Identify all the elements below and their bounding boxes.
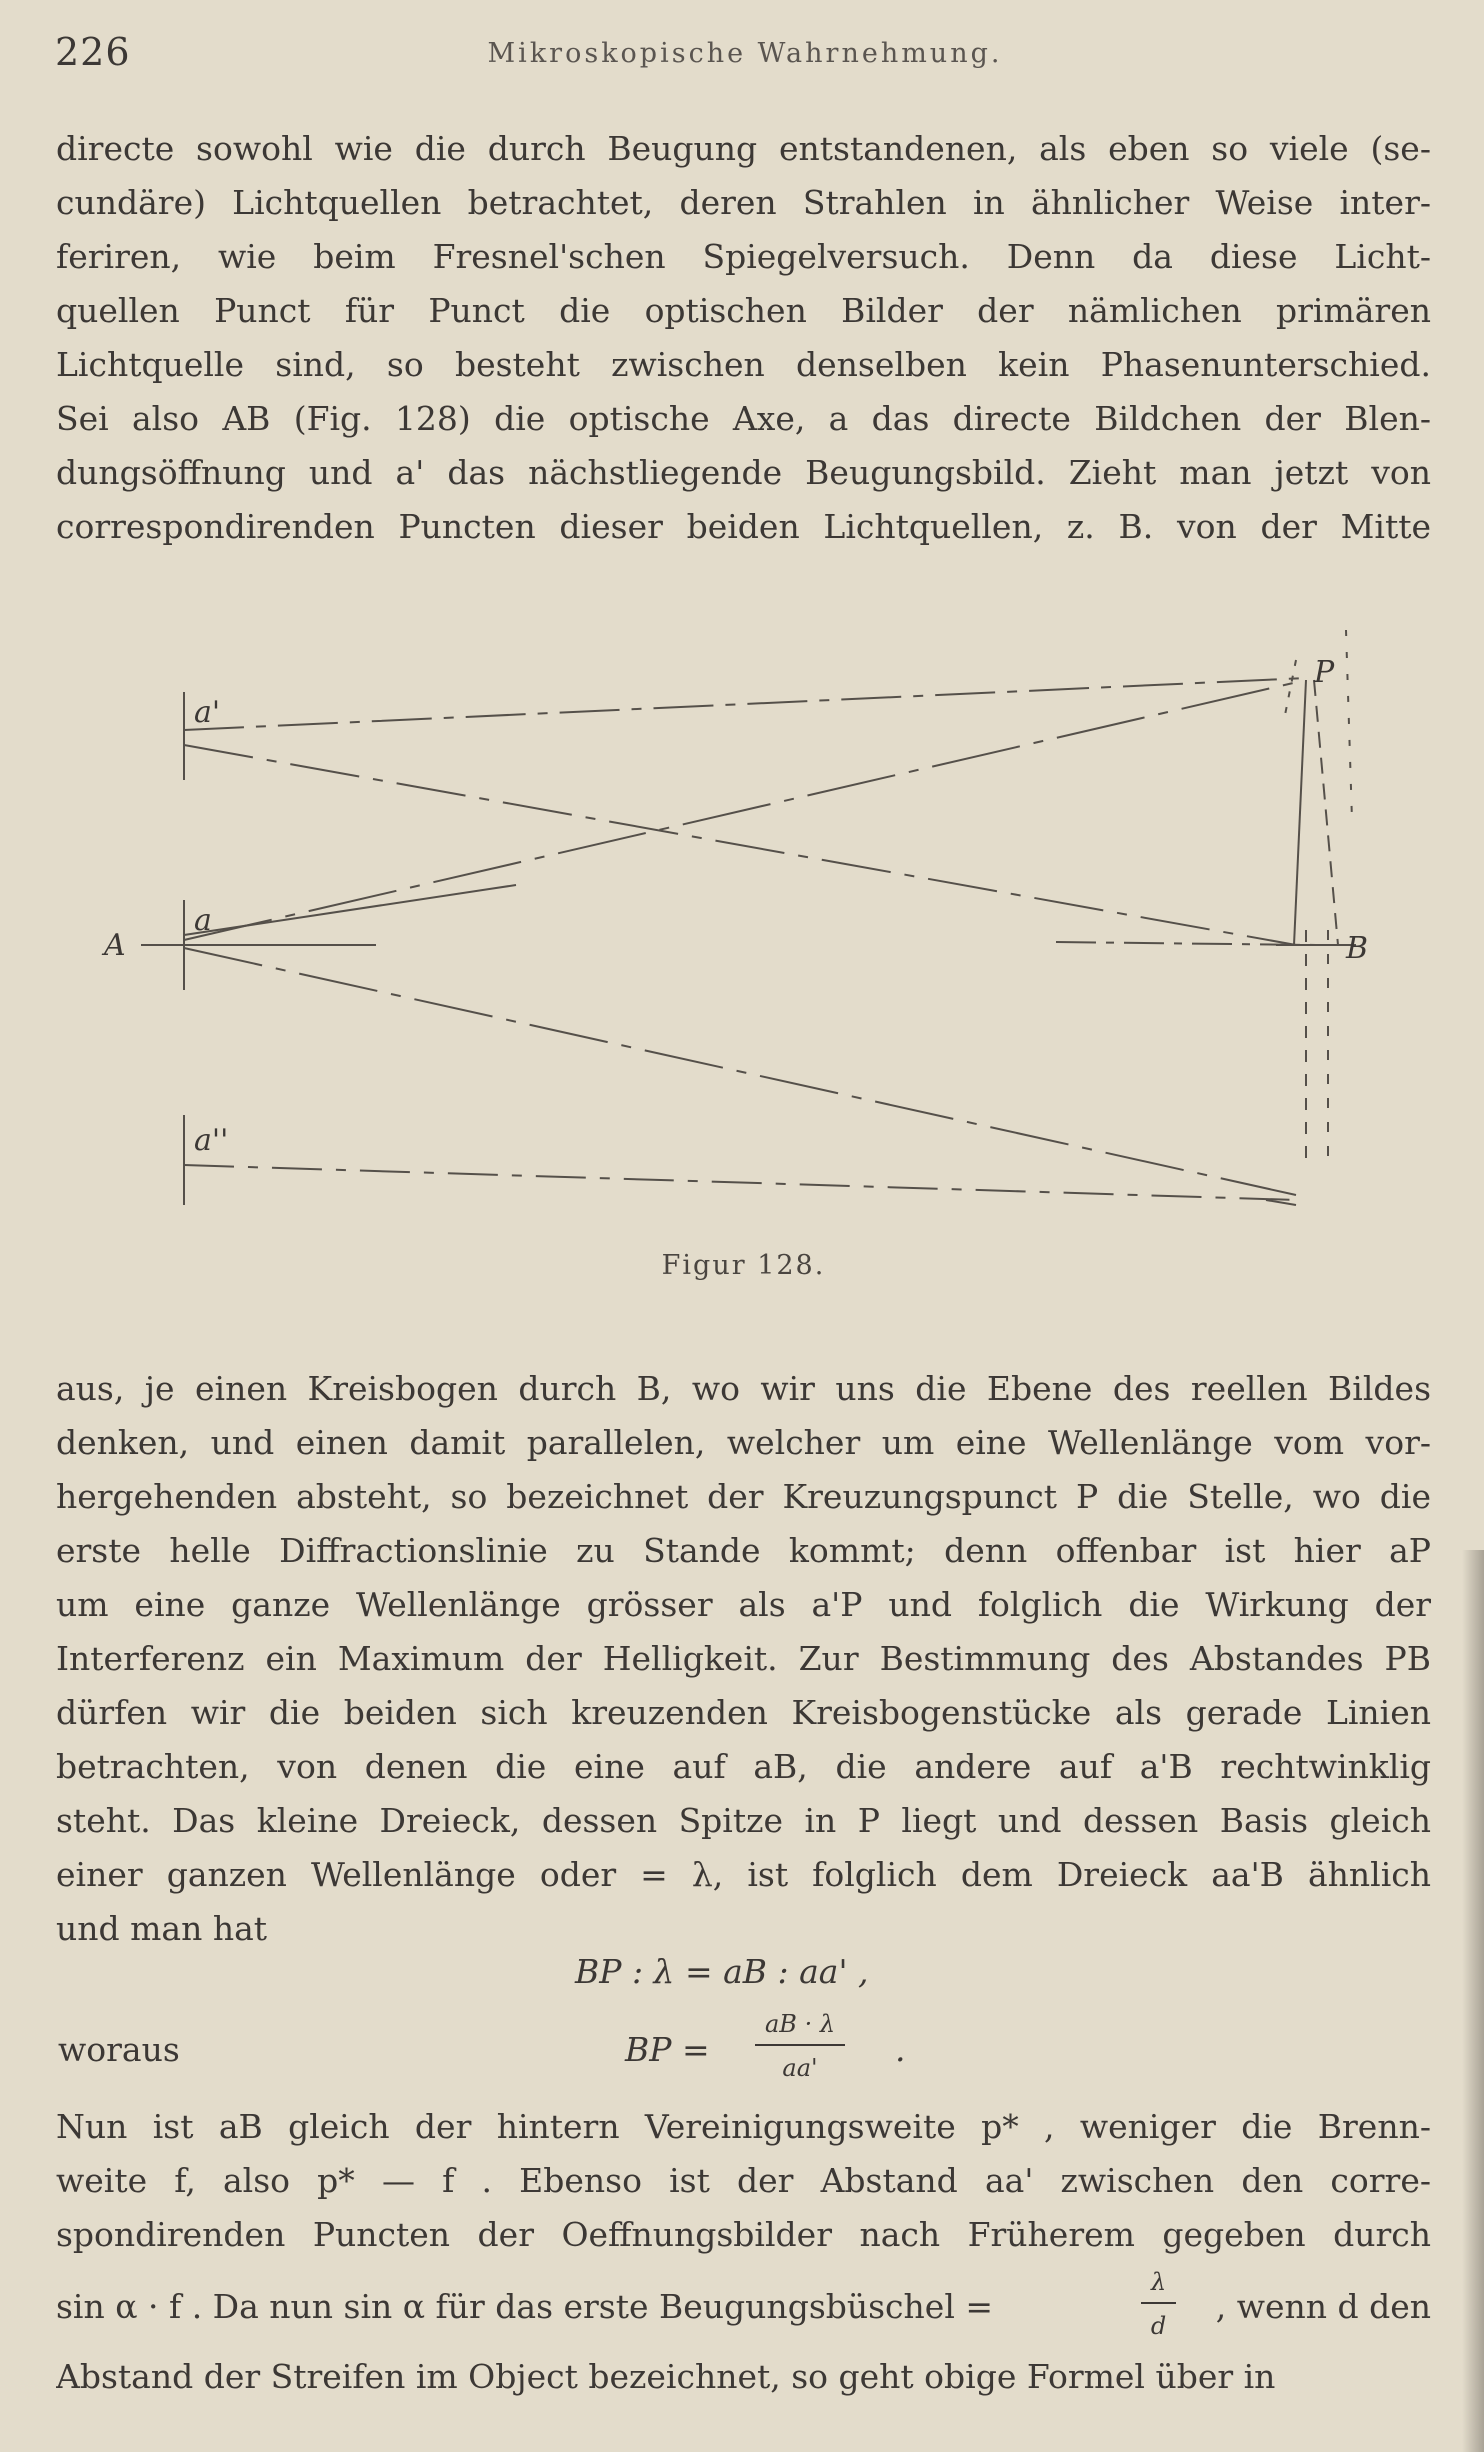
- formula-line-start: sin α · f . Da nun sin α für das erste Beugungsbüschel =: [56, 2287, 994, 2326]
- label-B: B: [1346, 931, 1369, 966]
- lower-end-marker: [1266, 1200, 1296, 1205]
- lambda-over-d: [1141, 2268, 1176, 2340]
- text-line: denken, und einen damit parallelen, welcher um eine Wellenlänge vom vor-: [56, 1423, 1431, 1462]
- paragraph-3: [56, 2100, 1431, 2262]
- segment-P-B: [1294, 680, 1306, 945]
- text-line: erste helle Diffractionslinie zu Stande kommt; denn offenbar ist hier aP: [56, 1531, 1431, 1570]
- formula-line: [56, 2268, 1431, 2340]
- fraction-numerator: aB · λ: [755, 2010, 845, 2046]
- ray-a-double-prime: [184, 1165, 1296, 1200]
- text-line: dürfen wir die beiden sich kreuzenden Kreisbogenstücke als gerade Linien: [56, 1693, 1431, 1732]
- label-A: A: [104, 928, 126, 963]
- equation-2-lhs: BP =: [625, 2030, 710, 2069]
- page-edge-shadow: [1462, 1550, 1484, 2452]
- figure-caption: Figur 128.: [661, 1250, 826, 1281]
- equation-1: BP : λ = aB : aa' ,: [575, 1952, 869, 1991]
- fraction-denominator: aa': [782, 2054, 818, 2082]
- page-header: [55, 30, 1435, 80]
- text-line: Interferenz ein Maximum der Helligkeit. Zur Bestimmung des Abstandes PB: [56, 1639, 1431, 1678]
- text-line: steht. Das kleine Dreieck, dessen Spitze in P liegt und dessen Basis gleich: [56, 1801, 1431, 1840]
- text-line: quellen Punct für Punct die optischen Bilder der nämlichen primären: [56, 291, 1431, 330]
- text-line: Sei also AB (Fig. 128) die optische Axe, a das directe Bildchen der Blen-: [56, 399, 1431, 438]
- text-line: einer ganzen Wellenlänge oder = λ, ist folglich dem Dreieck aa'B ähnlich: [56, 1855, 1431, 1894]
- text-line: aus, je einen Kreisbogen durch B, wo wir uns die Ebene des reellen Bildes: [56, 1369, 1431, 1408]
- text-line: weite f, also p* — f . Ebenso ist der Abstand aa' zwischen den corre-: [56, 2161, 1431, 2200]
- page-number: 226: [55, 30, 131, 74]
- lambda-numerator: λ: [1141, 2268, 1176, 2304]
- text-line: Abstand der Streifen im Object bezeichnet, so geht obige Formel über in: [56, 2357, 1276, 2396]
- text-line: Lichtquelle sind, so besteht zwischen denselben kein Phasenunterschied.: [56, 345, 1431, 384]
- arc-segment-2: [1284, 660, 1296, 720]
- text-line: cundäre) Lichtquellen betrachtet, deren Strahlen in ähnlicher Weise inter-: [56, 183, 1431, 222]
- text-line: und man hat: [56, 1909, 268, 1948]
- ray-a-to-lower: [184, 948, 1296, 1195]
- formula-line-end: , wenn d den: [1215, 2287, 1431, 2326]
- text-line: betrachten, von denen die eine auf aB, die andere auf a'B rechtwinklig: [56, 1747, 1431, 1786]
- vertical-dashed-3: [1346, 630, 1352, 820]
- figure-128: [56, 600, 1431, 1281]
- paragraph-1: [56, 122, 1431, 554]
- final-line: [56, 2350, 1431, 2404]
- paragraph-2: [56, 1362, 1431, 1956]
- text-line: hergehenden absteht, so bezeichnet der Kreuzungspunct P die Stelle, wo die: [56, 1477, 1431, 1516]
- ray-a-prime-to-P: [184, 678, 1306, 730]
- diffraction-diagram: [56, 600, 1431, 1240]
- label-a: a: [194, 903, 212, 938]
- equation-2-tail: .: [895, 2030, 906, 2069]
- text-line: dungsöffnung und a' das nächstliegende Beugungsbild. Zieht man jetzt von: [56, 453, 1431, 492]
- arc-segment-1: [1314, 680, 1338, 945]
- running-head: Mikroskopische Wahrnehmung.: [487, 38, 1003, 69]
- text-line: feriren, wie beim Fresnel'schen Spiegelversuch. Denn da diese Licht-: [56, 237, 1431, 276]
- d-denominator: d: [1150, 2312, 1167, 2340]
- text-line: correspondirenden Puncten dieser beiden Lichtquellen, z. B. von der Mitte: [56, 507, 1431, 546]
- label-a-double-prime: a'': [194, 1123, 229, 1158]
- ray-a-prime-to-B: [184, 745, 1296, 945]
- ray-a-to-P: [184, 680, 1306, 940]
- label-P: P: [1314, 655, 1335, 690]
- text-line: spondirenden Puncten der Oeffnungsbilder nach Früherem gegeben durch: [56, 2215, 1431, 2254]
- label-a-prime: a': [194, 695, 221, 730]
- text-line: Nun ist aB gleich der hintern Vereinigungsweite p* , weniger die Brenn-: [56, 2107, 1431, 2146]
- equation-2-fraction: [755, 2010, 845, 2082]
- ray-a-upper-short: [184, 885, 516, 935]
- text-line: um eine ganze Wellenlänge grösser als a'P und folglich die Wirkung der: [56, 1585, 1431, 1624]
- text-line: directe sowohl wie die durch Beugung entstandenen, als eben so viele (se-: [56, 129, 1431, 168]
- woraus-label: woraus: [58, 2030, 180, 2069]
